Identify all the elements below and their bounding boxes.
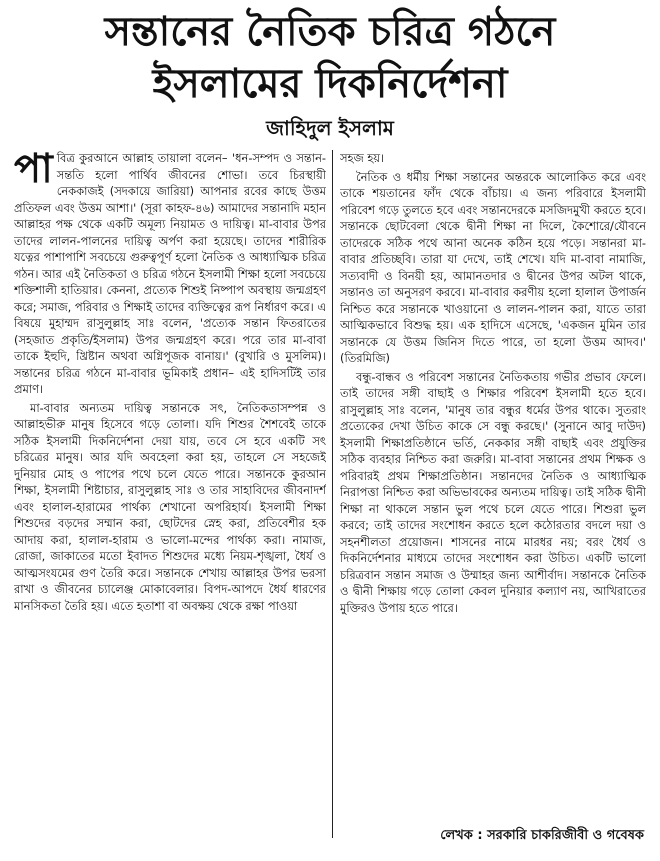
- headline-line-2: ইসলামের দিকনির্দেশনা: [152, 61, 508, 107]
- column-divider: [332, 150, 333, 838]
- right-paragraph-2: নৈতিক ও ধর্মীয় শিক্ষা সন্তানের অন্তরকে আলোকিত করে এবং তাকে শয়তানের ফাঁদ থেকে বাঁচায়। এ জন্য পরিবারে ইসলামী পরিবেশ গড়ে তুলতে হবে এবং সন্তানদেরকে মসজিদমুখী করতে হবে। সন্তানকে ছোটবেলা থেকে দ্বীনী শিক্ষা না দিলে, কৈশোরে/যৌবনে তাদেরকে সঠিক পথে আনা অনেক কঠিন হয়ে পড়ে। সন্তানরা মা-বাবার প্রতিচ্ছবি। তারা যা দেখে, তাই শেখে। যদি মা-বাবা নামাজি, সত্যবাদী ও বিনয়ী হয়, আমানতদার ও দ্বীনের উপর অটল থাকে, সন্তানও তা অনুসরণ করবে। মা-বাবার করণীয় হলো হালাল উপার্জন নিশ্চিত করে সন্তানকে খাওয়ানো ও লালন-পালন করা, যাতে তারা আত্মিকভাবে বিশুদ্ধ হয়। এক হাদিসে এসেছে, 'একজন মুমিন তার সন্তানকে যে উত্তম জিনিস দিতে পারে, তা হলো উত্তম আদব।' (তিরমিজি): [340, 169, 646, 365]
- left-paragraph-1: [14, 150, 326, 398]
- drop-cap: পা: [14, 150, 53, 192]
- author-credit: লেখক : সরকারি চাকরিজীবী ও গবেষক: [440, 828, 644, 843]
- author-byline: জাহিদুল ইসলাম: [266, 116, 394, 140]
- right-paragraph-3: বন্ধু-বান্ধব ও পরিবেশ সন্তানের নৈতিকতায় গভীর প্রভাব ফেলে। তাই তাদের সঙ্গী বাছাই ও শিক্ষার পরিবেশ ইসলামী হতে হবে। রাসুলুল্লাহ সাঃ বলেন, 'মানুষ তার বন্ধুর ধর্মের উপর থাকে। সুতরাং প্রত্যেকের দেখা উচিত কাকে সে বন্ধু করছে।' (সুনানে আবু দাউদ) ইসলামী শিক্ষাপ্রতিষ্ঠানে ভর্তি, নেককার সঙ্গী বাছাই এবং প্রযুক্তির সঠিক ব্যবহার নিশ্চিত করা জরুরি। মা-বাবা সন্তানের প্রথম শিক্ষক ও পরিবারই প্রথম শিক্ষাপ্রতিষ্ঠান। সন্তানদের নৈতিক ও আধ্যাত্মিক নিরাপত্তা নিশ্চিত করা অভিভাবকের অন্যতম দায়িত্ব। তাই সঠিক দ্বীনী শিক্ষা না থাকলে সন্তান ভুল পথে চলে যেতে পারে। শিশুরা ভুল করবে; তাই তাদের সংশোধন করতে হলে কঠোরতার বদলে দয়া ও সহনশীলতা প্রয়োজন। শাসনের নামে মারধর নয়; বরং ধৈর্য ও দিকনির্দেশনার মাধ্যমে তাদের সংশোধন করা উচিত। একটি ভালো চরিত্রবান সন্তান সমাজ ও উম্মাহর জন্য আশীর্বাদ। সন্তানকে নৈতিক ও দ্বীনী শিক্ষায় গড়ে তোলা কেবল দুনিয়ার কল্যাণ নয়, আখিরাতের মুক্তিরও উপায় হতে পারে।: [340, 369, 646, 615]
- article-headline: [0, 6, 660, 110]
- left-paragraph-2: মা-বাবার অন্যতম দায়িত্ব সন্তানকে সৎ, নৈতিকতাসম্পন্ন ও আল্লাহভীরু মানুষ হিসেবে গড়ে তোলা। যদি শিশুর শৈশবেই তাকে সঠিক ইসলামী দিকনির্দেশনা দেয়া যায়, তবে সে হবে একটি সৎ চরিত্রের মানুষ। আর যদি অবহেলা করা হয়, তাহলে সে সহজেই দুনিয়ার মোহ ও পাপের পথে চলে যেতে পারে। সন্তানকে কুরআন শিক্ষা, ইসলামী শিষ্টাচার, রাসুলুল্লাহ সাঃ ও তার সাহাবিদের জীবনাদর্শ এবং হালাল-হারামের পার্থক্য শেখানো অপরিহার্য। ইসলামী শিক্ষা শিশুদের বড়দের সম্মান করা, ছোটদের স্নেহ করা, প্রতিবেশীর হক আদায় করা, হালাল-হারাম ও ভালো-মন্দের পার্থক্য করা। নামাজ, রোজা, জাকাতের মতো ইবাদত শিশুদের মধ্যে নিয়ম-শৃঙ্খলা, ধৈর্য ও আত্মসংযমের গুণ তৈরি করে। সন্তানকে শেখায় আল্লাহর উপর ভরসা রাখা ও জীবনের চ্যালেঞ্জ মোকাবেলার। বিপদ-আপদে ধৈর্য ধারণের মানসিকতা তৈরি হয়। এতে হতাশা বা অবক্ষয় থেকে রক্ষা পাওয়া: [14, 400, 326, 613]
- article-right-column: [340, 150, 646, 822]
- left-paragraph-1-text: বিত্র কুরআনে আল্লাহ তায়ালা বলেন– 'ধন-সম্পদ ও সন্তান-সন্ততি হলো পার্থিব জীবনের শোভা। তবে চিরস্থায়ী নেককাজই (সদকায়ে জারিয়া) আপনার রবের কাছে উত্তম প্রতিফল এবং উত্তম আশা।' (সূরা কাহফ-৪৬) আমাদের সন্তানাদি মহান আল্লাহর পক্ষ থেকে একটি অমূল্য নিয়ামত ও দায়িত্ব। মা-বাবার উপর তাদের লালন-পালনের দায়িত্ব অর্পণ করা হয়েছে। তাদের শারীরিক যত্নের পাশাপাশি সবচেয়ে গুরুত্বপূর্ণ হলো নৈতিক ও আধ্যাত্মিক চরিত্র গঠন। আর এই নৈতিকতা ও চরিত্র গঠনে ইসলামী শিক্ষা হলো সবচেয়ে শক্তিশালী হাতিয়ার। কেননা, প্রত্যেক শিশুই নিষ্পাপ অবস্থায় জন্মগ্রহণ করে; সমাজ, পরিবার ও শিক্ষাই তাদের ব্যক্তিত্বের রূপ নির্ধারণ করে। এ বিষয়ে মুহাম্মদ রাসুলুল্লাহ সাঃ বলেন, 'প্রত্যেক সন্তান ফিতরাতের (সহজাত প্রকৃতি/ইসলাম) উপর জন্মগ্রহণ করে। পরে তার মা-বাবা তাকে ইহুদি, খ্রিষ্টান অথবা অগ্নিপূজক বানায়।' (বুখারি ও মুসলিম)। সন্তানের চরিত্র গঠনে মা-বাবার ভূমিকাই প্রধান– এই হাদিসটিই তার প্রমাণ।: [14, 151, 326, 396]
- headline-line-1: সন্তানের নৈতিক চরিত্র গঠনে: [104, 9, 556, 55]
- article-left-column: [14, 150, 326, 822]
- right-paragraph-1: সহজ হয়।: [340, 151, 385, 165]
